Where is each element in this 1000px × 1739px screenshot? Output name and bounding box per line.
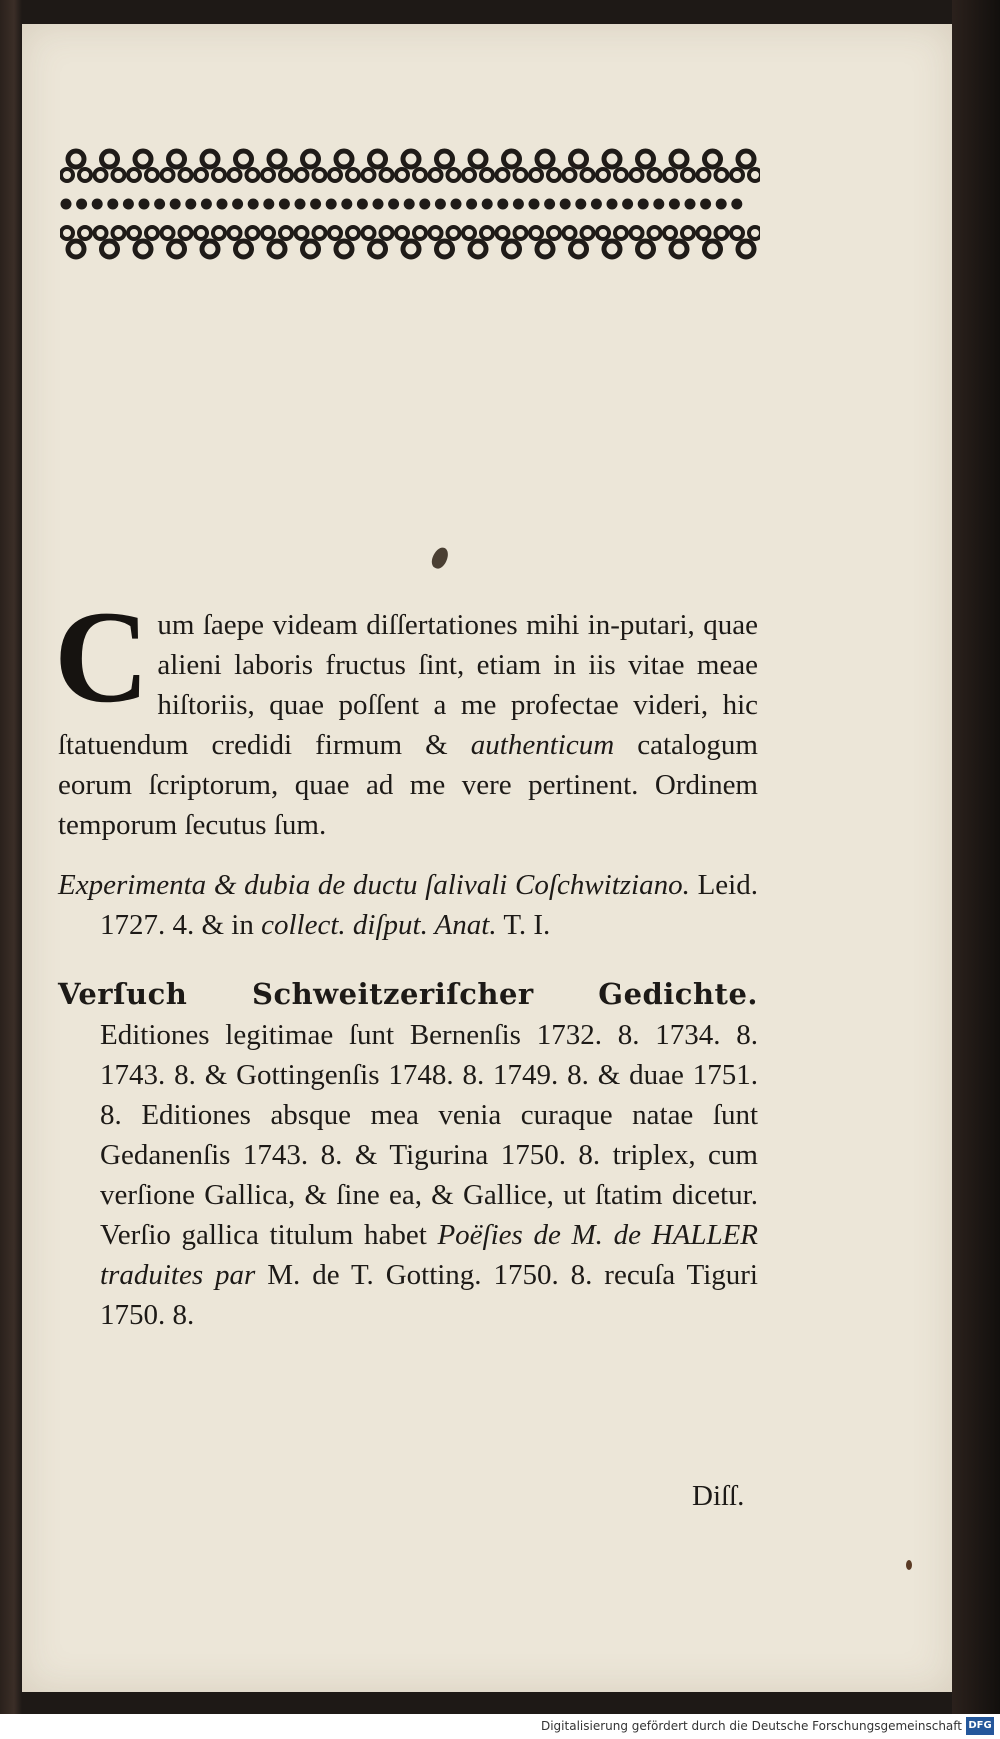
ornament-bead xyxy=(669,199,680,210)
fleuron-bottom-right xyxy=(649,227,661,239)
fleuron-bottom xyxy=(738,241,754,257)
fleuron-top xyxy=(135,151,151,167)
ornament-bead xyxy=(248,199,259,210)
ornament-bead xyxy=(544,199,555,210)
fleuron-bottom-right xyxy=(414,227,426,239)
fleuron-top-right xyxy=(213,169,225,181)
fleuron-bottom xyxy=(437,241,453,257)
entry-italic: Poëſies de M. de HALLER traduites par xyxy=(100,1219,758,1291)
fleuron-bottom xyxy=(135,241,151,257)
fleuron-top xyxy=(236,151,252,167)
fleuron-bottom-right xyxy=(347,227,359,239)
fleuron-bottom-right xyxy=(280,227,292,239)
ornament-bead xyxy=(123,199,134,210)
fleuron-bottom-right xyxy=(146,227,158,239)
fleuron-top xyxy=(705,151,721,167)
ornament-bead xyxy=(529,199,540,210)
fleuron-bottom xyxy=(370,241,386,257)
footer-credit: Digitalisierung gefördert durch die Deutsche Forschungsgemeinschaft xyxy=(540,1719,962,1733)
fleuron-bottom xyxy=(202,241,218,257)
fleuron-top-right xyxy=(582,169,594,181)
ornament-bead xyxy=(295,199,306,210)
fleuron-top-right xyxy=(615,169,627,181)
fleuron-bottom-left xyxy=(396,227,408,239)
fleuron-top xyxy=(638,151,654,167)
ornament-bead xyxy=(357,199,368,210)
entry-text: Leid. 1727. 4. & in xyxy=(100,869,758,941)
fleuron-bottom-right xyxy=(716,227,728,239)
fleuron-bottom xyxy=(102,241,118,257)
ornament-bead xyxy=(201,199,212,210)
ornament-bead xyxy=(497,199,508,210)
fleuron-top-left xyxy=(229,169,241,181)
fleuron-top-left xyxy=(530,169,542,181)
fleuron-bottom-left xyxy=(162,227,174,239)
fleuron-top-left xyxy=(396,169,408,181)
ornament-bead xyxy=(92,199,103,210)
fleuron-top-left xyxy=(195,169,207,181)
ornament-bead xyxy=(388,199,399,210)
ornament-bead xyxy=(638,199,649,210)
fleuron-bottom xyxy=(169,241,185,257)
fleuron-top-left xyxy=(329,169,341,181)
fleuron-top-right xyxy=(381,169,393,181)
fleuron-bottom-right xyxy=(548,227,560,239)
fleuron-top xyxy=(202,151,218,167)
ornament-svg xyxy=(60,145,760,263)
ornament-bead xyxy=(139,199,150,210)
fleuron-bottom xyxy=(470,241,486,257)
fleuron-top-left xyxy=(698,169,710,181)
fleuron-bottom-right xyxy=(515,227,527,239)
fleuron-top-right xyxy=(247,169,259,181)
ornament-bead xyxy=(591,199,602,210)
fleuron-top-left xyxy=(363,169,375,181)
fleuron-top xyxy=(68,151,84,167)
intro-text: um ſaepe videam diſſertationes mihi in-putari, quae alieni laboris fructus ſint, etiam in iis vitae meae hiſtoriis, quae poſſent a me profectae videri, hic ſtatuendum credidi firmum & xyxy=(58,609,758,761)
entry-italic: collect. diſput. Anat. xyxy=(261,909,497,941)
fleuron-bottom-right xyxy=(749,227,760,239)
fleuron-bottom-right xyxy=(381,227,393,239)
ornament-bead xyxy=(419,199,430,210)
drop-cap: C xyxy=(54,583,150,730)
fleuron-top xyxy=(470,151,486,167)
fleuron-bottom-right xyxy=(448,227,460,239)
ornament-bead xyxy=(326,199,337,210)
fleuron-top xyxy=(437,151,453,167)
fleuron-bottom-right xyxy=(481,227,493,239)
ornament-bead xyxy=(685,199,696,210)
fleuron-top-left xyxy=(731,169,743,181)
ornament-bead xyxy=(700,199,711,210)
fleuron-top xyxy=(504,151,520,167)
fleuron-bottom-right xyxy=(582,227,594,239)
fleuron-top xyxy=(269,151,285,167)
fleuron-bottom xyxy=(403,241,419,257)
entry-text-end: T. I. xyxy=(496,909,551,941)
entry-text-end: M. de T. Gotting. 1750. 8. recuſa Tiguri 1750. 8. xyxy=(100,1259,758,1331)
ornament-bead xyxy=(466,199,477,210)
fleuron-top xyxy=(671,151,687,167)
intro-italic: authenticum xyxy=(470,729,615,761)
fleuron-bottom xyxy=(236,241,252,257)
intro-paragraph xyxy=(54,583,758,845)
fleuron-top-right xyxy=(79,169,91,181)
fleuron-bottom-right xyxy=(213,227,225,239)
fleuron-top-right xyxy=(548,169,560,181)
entry-text: Editiones legitimae ſunt Bernenſis 1732. 8. 1734. 8. 1743. 8. & Gottingenſis 1748. 8. 1749. 8. & duae 1751. 8. Editiones absque mea venia curaque natae ſunt Gedanenſis 1743. 8. & Tigurina 1750. 8. triplex, cum verſione Gallica, & ſine ea, & Gallice, ut ſtatim dicetur. Verſio gallica titulum habet xyxy=(100,1019,758,1251)
fleuron-top-left xyxy=(597,169,609,181)
fleuron-bottom-left xyxy=(430,227,442,239)
bibliography-entry-1 xyxy=(58,865,758,945)
fleuron-bottom xyxy=(269,241,285,257)
fleuron-bottom-left xyxy=(664,227,676,239)
fleuron-top-right xyxy=(749,169,760,181)
fleuron-top-right xyxy=(113,169,125,181)
ornament-bead xyxy=(185,199,196,210)
fleuron-top-left xyxy=(430,169,442,181)
fleuron-bottom-left xyxy=(731,227,743,239)
fleuron-top-left xyxy=(497,169,509,181)
fleuron-bottom-left xyxy=(128,227,140,239)
ornament-bead xyxy=(622,199,633,210)
fleuron-top-left xyxy=(61,169,73,181)
fleuron-top-right xyxy=(347,169,359,181)
ornament-bead xyxy=(482,199,493,210)
fleuron-top xyxy=(604,151,620,167)
fleuron-bottom-left xyxy=(530,227,542,239)
fleuron-bottom-left xyxy=(262,227,274,239)
catchword: Diſſ. xyxy=(692,1480,745,1512)
fleuron-top-left xyxy=(128,169,140,181)
paper-speck xyxy=(906,1560,912,1570)
fleuron-bottom-left xyxy=(195,227,207,239)
fleuron-top-left xyxy=(95,169,107,181)
fleuron-top-right xyxy=(682,169,694,181)
fleuron-bottom-left xyxy=(61,227,73,239)
ornament-bead xyxy=(76,199,87,210)
fleuron-top-right xyxy=(515,169,527,181)
fleuron-bottom xyxy=(705,241,721,257)
fleuron-top xyxy=(738,151,754,167)
book-edge xyxy=(952,0,1000,1739)
ornament-bead xyxy=(263,199,274,210)
fleuron-bottom-right xyxy=(247,227,259,239)
fleuron-bottom xyxy=(537,241,553,257)
fleuron-bottom xyxy=(303,241,319,257)
fleuron-top-right xyxy=(314,169,326,181)
fleuron-top xyxy=(571,151,587,167)
ornament-bead xyxy=(575,199,586,210)
main-text xyxy=(54,583,758,1364)
fleuron-top-left xyxy=(564,169,576,181)
ornament-bead xyxy=(373,199,384,210)
fleuron-bottom xyxy=(68,241,84,257)
fleuron-top-left xyxy=(162,169,174,181)
dfg-logo[interactable]: DFG xyxy=(966,1717,994,1735)
fleuron-top-right xyxy=(481,169,493,181)
fleuron-top-right xyxy=(280,169,292,181)
fleuron-bottom-left xyxy=(698,227,710,239)
ornament-bead xyxy=(232,199,243,210)
fleuron-bottom-left xyxy=(497,227,509,239)
ornament-bead xyxy=(451,199,462,210)
fleuron-bottom-right xyxy=(682,227,694,239)
intro-text-end: catalogum eorum ſcriptorum, quae ad me vere pertinent. Ordinem temporum ſecutus ſum. xyxy=(58,729,758,841)
ornament-bead xyxy=(279,199,290,210)
fleuron-top xyxy=(403,151,419,167)
fleuron-top xyxy=(303,151,319,167)
fleuron-top-right xyxy=(716,169,728,181)
ornament-bead xyxy=(310,199,321,210)
fleuron-bottom-left xyxy=(564,227,576,239)
fleuron-bottom-left xyxy=(329,227,341,239)
ornament-bead xyxy=(607,199,618,210)
fleuron-top-left xyxy=(463,169,475,181)
fleuron-top-right xyxy=(146,169,158,181)
ornament-bead xyxy=(513,199,524,210)
fleuron-bottom-left xyxy=(463,227,475,239)
ornament-bead xyxy=(731,199,742,210)
fleuron-top-right xyxy=(448,169,460,181)
ornament-bead xyxy=(404,199,415,210)
fleuron-bottom-left xyxy=(631,227,643,239)
fleuron-top-left xyxy=(262,169,274,181)
ornament-bead xyxy=(435,199,446,210)
bibliography-entry-2 xyxy=(58,974,758,1335)
fleuron-bottom-left xyxy=(229,227,241,239)
fleuron-bottom xyxy=(671,241,687,257)
fleuron-top xyxy=(336,151,352,167)
ornament-bead xyxy=(560,199,571,210)
fleuron-top-right xyxy=(649,169,661,181)
fleuron-top xyxy=(370,151,386,167)
fleuron-bottom-left xyxy=(363,227,375,239)
ornament-bead xyxy=(107,199,118,210)
fleuron-top xyxy=(537,151,553,167)
fleuron-bottom-right xyxy=(79,227,91,239)
ornament-bead xyxy=(653,199,664,210)
entry-title: Verſuch Schweitzeriſcher Gedichte. xyxy=(58,977,758,1011)
fleuron-bottom-left xyxy=(296,227,308,239)
fleuron-top-left xyxy=(664,169,676,181)
ornament-bead xyxy=(170,199,181,210)
fleuron-bottom xyxy=(604,241,620,257)
ornament-bead xyxy=(341,199,352,210)
fleuron-bottom-right xyxy=(180,227,192,239)
fleuron-bottom-right xyxy=(314,227,326,239)
fleuron-bottom-right xyxy=(113,227,125,239)
ornament-bead xyxy=(61,199,72,210)
fleuron-top-left xyxy=(296,169,308,181)
fleuron-bottom xyxy=(638,241,654,257)
fleuron-top xyxy=(169,151,185,167)
fleuron-bottom-left xyxy=(597,227,609,239)
fleuron-top xyxy=(102,151,118,167)
ornament-bead xyxy=(154,199,165,210)
fleuron-bottom xyxy=(336,241,352,257)
ornament-bead xyxy=(716,199,727,210)
fleuron-top-right xyxy=(414,169,426,181)
fleuron-bottom-right xyxy=(615,227,627,239)
entry-title: Experimenta & dubia de ductu ſalivali Coſchwitziano. xyxy=(58,869,690,901)
fleuron-bottom-left xyxy=(95,227,107,239)
fleuron-top-left xyxy=(631,169,643,181)
fleuron-top-right xyxy=(180,169,192,181)
ornament-band xyxy=(60,145,760,263)
fleuron-bottom xyxy=(571,241,587,257)
fleuron-bottom xyxy=(504,241,520,257)
ornament-bead xyxy=(217,199,228,210)
